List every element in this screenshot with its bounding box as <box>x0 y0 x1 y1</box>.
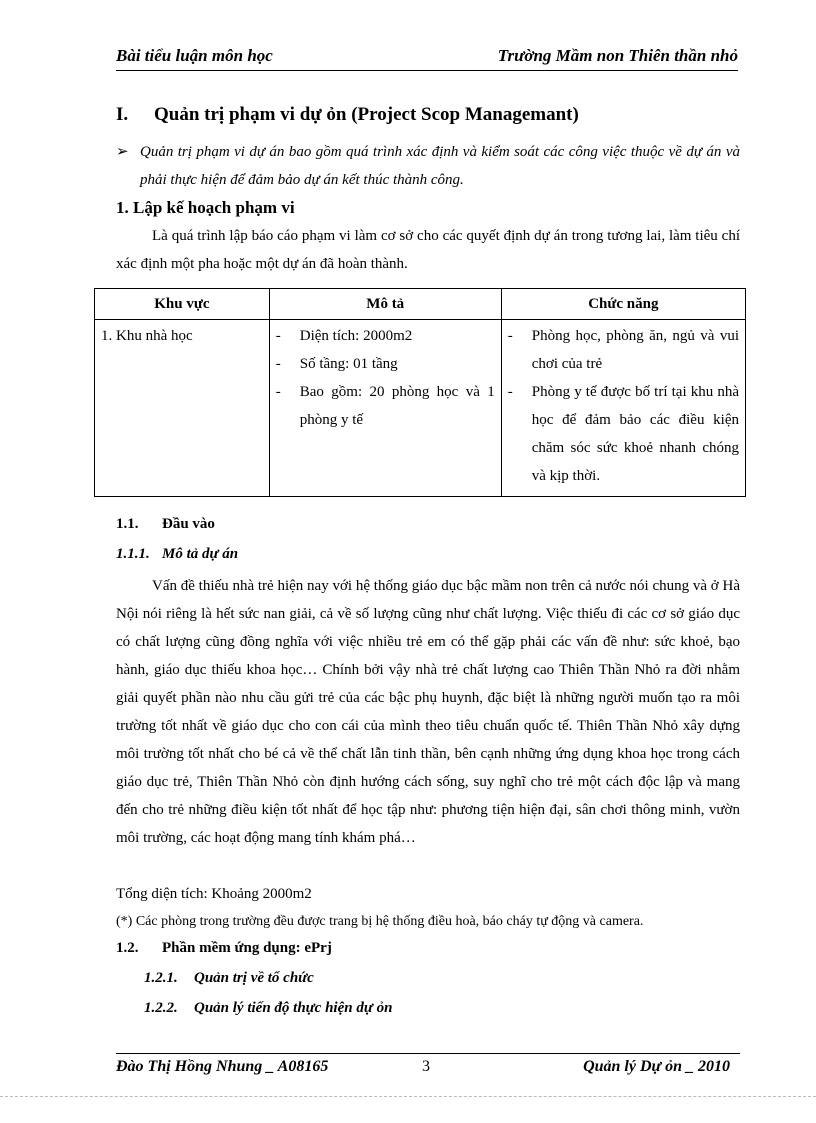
section-heading-title: Quản trị phạm vi dự ỏn (Project Scop Managemant) <box>154 104 579 125</box>
section-1-2: 1.2. Phần mềm ứng dụng: ePrj <box>116 940 332 956</box>
table-cell-description <box>269 320 501 497</box>
header-left: Bài tiểu luận môn học <box>116 46 273 65</box>
list-item: - Phòng y tế được bố trí tại khu nhà học để đảm bảo các điều kiện chăm sóc sức khoẻ nhanh chóng và kịp thời. <box>507 384 739 484</box>
list-item: - Số tầng: 01 tầng <box>275 356 398 372</box>
description-paragraph: Vấn đề thiếu nhà trẻ hiện nay với hệ thống giáo dục bậc mầm non trên cả nước nói chung và ở Hà Nội nói riêng là hết sức nan giải, cả về số lượng cũng như chất lượng. Việc thiếu đi các cơ sở giáo dục có chất lượng cũng đồng nghĩa với việc nhiều trẻ em có thể gặp phải các vấn đề như: sức khoẻ, bạo hành, giáo dục thiếu khoa học… Chính bởi vậy nhà trẻ chất lượng cao Thiên Thần Nhỏ ra đời nhằm giải quyết phần nào nhu cầu gửi trẻ của các bậc phụ huynh, đặc biệt là những người muốn tạo ra môi trường tốt nhất về giáo dục cho con cái của mình theo tiêu chuẩn quốc tế. Thiên Thần Nhỏ xây dựng môi trường tốt nhất cho bé cả về thể chất lẫn tinh thần, bên cạnh những ứng dụng khoa học trong cách giáo dục trẻ, Thiên Thần Nhỏ còn định hướng cách sống, suy nghĩ cho trẻ một cách độc lập và mang đến cho trẻ những điều kiện tốt nhất để học tập như: phương tiện hiện đại, sân chơi thông minh, vườn môi trường, các hoạt động mang tính khám phá… <box>116 578 740 846</box>
header-divider <box>116 70 738 71</box>
footer-left: Đào Thị Hồng Nhung _ A08165 <box>116 1058 329 1075</box>
table-row <box>95 320 746 497</box>
page-footer <box>116 1058 740 1080</box>
table-cell-area: 1. Khu nhà học <box>95 320 270 497</box>
subsection-title: 1. Lập kế hoạch phạm vi <box>116 198 295 217</box>
section-heading-number: I. <box>116 104 129 125</box>
table-cell-function <box>501 320 745 497</box>
subsection-paragraph: Là quá trình lập báo cáo phạm vi làm cơ sở cho các quyết định dự án trong tương lai, làm tiêu chí xác định một pha hoặc một dự án đã hoàn thành. <box>116 228 740 272</box>
section-heading <box>116 104 579 126</box>
page-break-divider <box>0 1096 816 1097</box>
table-header-description: Mô tả <box>269 289 501 320</box>
footer-right: Quản lý Dự ỏn _ 2010 <box>583 1058 730 1075</box>
total-area: Tổng diện tích: Khoảng 2000m2 <box>116 886 312 902</box>
section-1-2-2: 1.2.2. Quản lý tiến độ thực hiện dự ỏn <box>144 1000 393 1016</box>
arrow-bullet-icon: ➢ <box>116 144 129 160</box>
section-1-1: 1.1. Đầu vào <box>116 516 215 532</box>
section-1-2-1: 1.2.1. Quản trị về tổ chức <box>144 970 314 986</box>
header-right: Trường Mầm non Thiên thần nhỏ <box>497 46 738 65</box>
list-item: - Phòng học, phòng ăn, ngủ và vui chơi của trẻ <box>507 328 739 372</box>
page-number: 3 <box>422 1058 430 1075</box>
table-header-row <box>95 289 746 320</box>
table-header-function: Chức năng <box>501 289 745 320</box>
page-header <box>116 46 738 70</box>
table-header-area: Khu vực <box>95 289 270 320</box>
list-item: - Diện tích: 2000m2 <box>275 328 413 344</box>
section-1-1-1: 1.1.1. Mô tả dự án <box>116 546 239 562</box>
note: (*) Các phòng trong trường đều được trang bị hệ thống điều hoà, báo cháy tự động và camera. <box>116 914 644 929</box>
footer-divider <box>116 1053 740 1054</box>
intro-bullet-text: Quản trị phạm vi dự án bao gồm quá trình xác định và kiểm soát các công việc thuộc về dự án và phải thực hiện để đảm bảo dự án kết thúc thành công. <box>140 144 740 188</box>
list-item: - Bao gồm: 20 phòng học và 1 phòng y tế <box>275 384 495 428</box>
region-table <box>94 288 746 497</box>
